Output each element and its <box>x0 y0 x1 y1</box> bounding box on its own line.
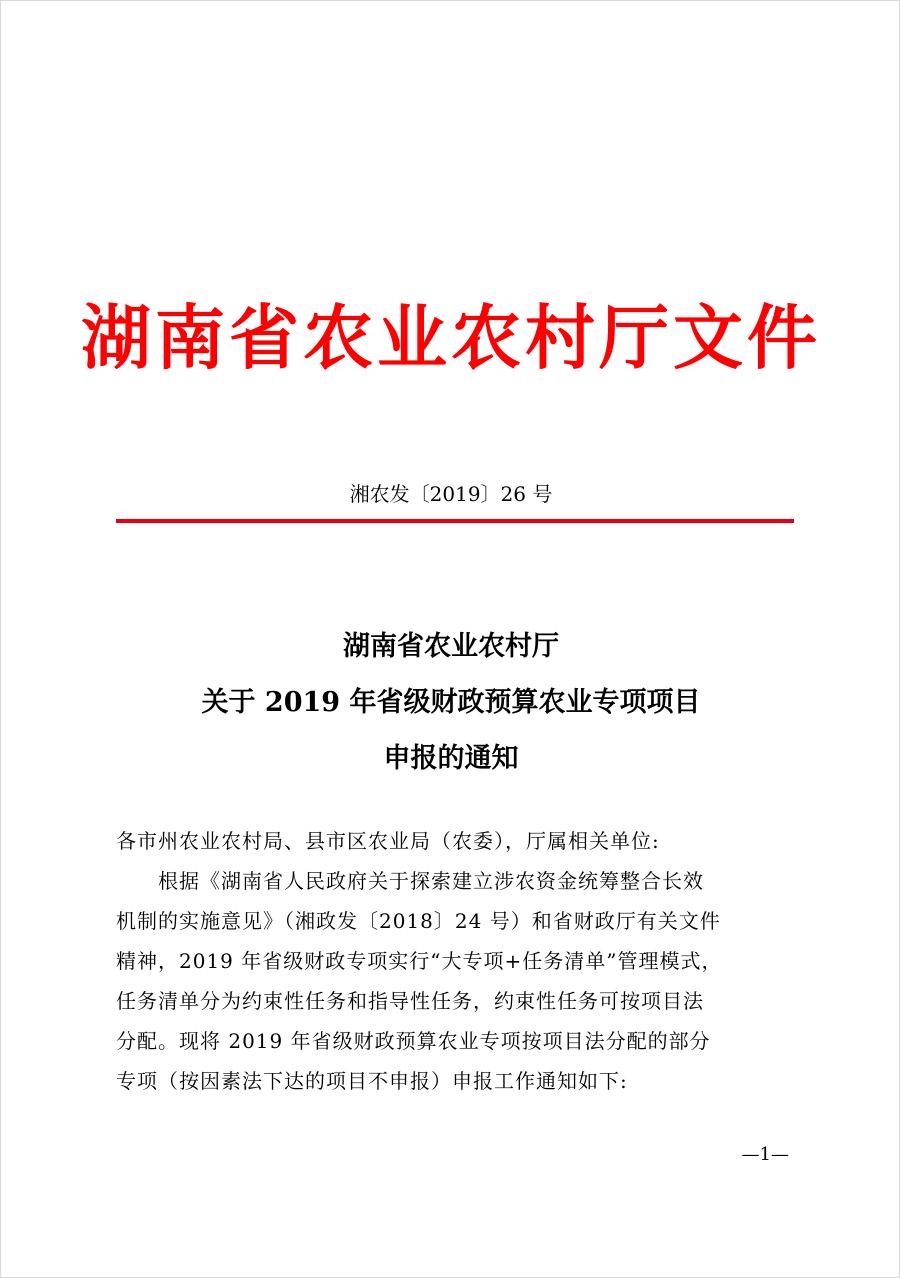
notice-body <box>116 821 796 1101</box>
notice-title-line-3: 申报的通知 <box>383 743 519 774</box>
document-number: 湘农发〔2019〕26 号 <box>349 482 553 506</box>
page-number: —1— <box>741 1144 789 1165</box>
body-line: 机制的实施意见》（湘政发〔2018〕24 号）和省财政厅有关文件 <box>116 909 721 933</box>
body-line: 根据《湖南省人民政府关于探索建立涉农资金统筹整合长效 <box>158 869 704 893</box>
body-line: 分配。现将 2019 年省级财政预算农业专项按项目法分配的部分 <box>116 1029 711 1053</box>
red-separator-line <box>116 519 794 523</box>
notice-title-line-1: 湖南省农业农村厅 <box>343 631 559 662</box>
body-line: 任务清单分为约束性任务和指导性任务，约束性任务可按项目法 <box>116 989 704 1013</box>
masthead-title: 湖南省农业农村厅文件 <box>81 296 821 379</box>
notice-title <box>1 619 900 787</box>
body-line: 精神，2019 年省级财政专项实行“大专项+任务清单”管理模式， <box>116 949 723 973</box>
salutation: 各市州农业农村局、县市区农业局（农委），厅属相关单位: <box>116 829 660 853</box>
body-line: 专项（按因素法下达的项目不申报）申报工作通知如下: <box>116 1069 628 1093</box>
notice-title-line-2: 关于 2019 年省级财政预算农业专项项目 <box>201 687 701 718</box>
